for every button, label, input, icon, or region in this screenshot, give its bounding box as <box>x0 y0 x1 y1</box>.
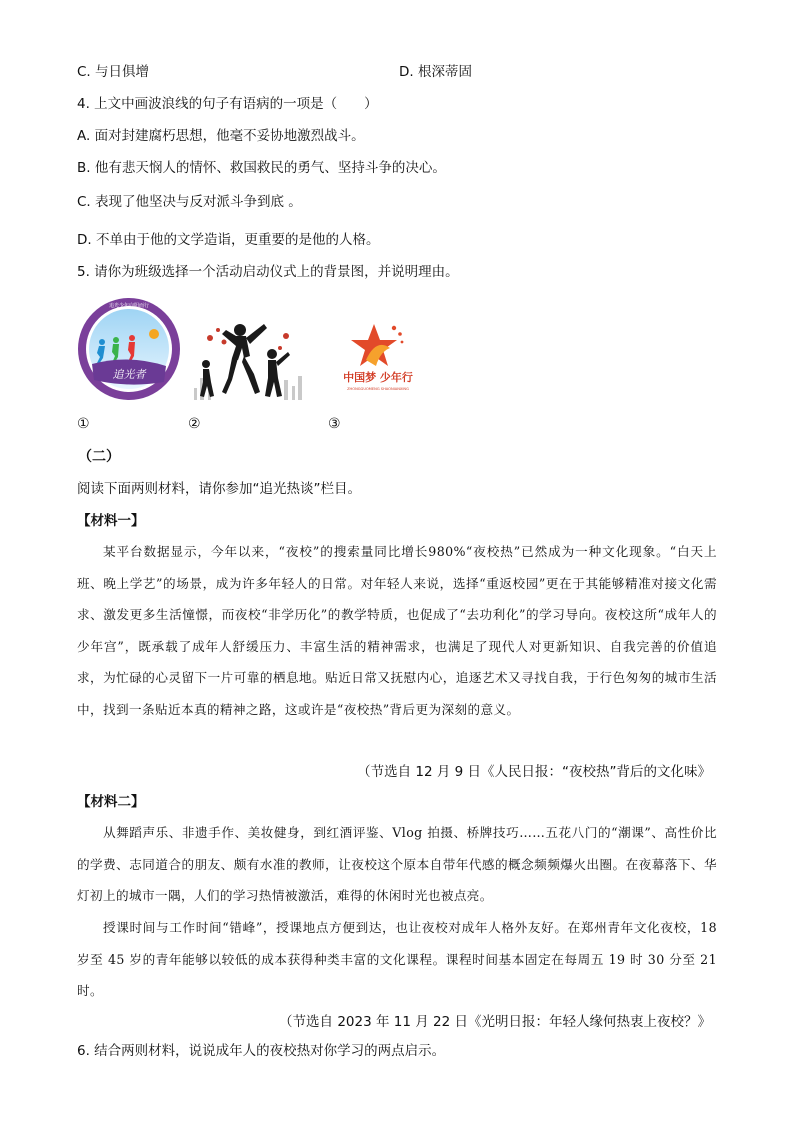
logo1-title: 追光者 <box>112 368 146 381</box>
q6-stem: 6. 结合两则材料，说说成年人的夜校热对你学习的两点启示。 <box>77 1043 446 1059</box>
background-image-1 <box>76 296 182 402</box>
background-image-2 <box>188 318 310 400</box>
q4-option-d: D. 不单由于他的文学造诣，更重要的是他的人格。 <box>77 232 380 248</box>
logo1-ring-text: 追光少年向阳而行 <box>108 303 150 309</box>
image-label-1: ① <box>77 416 90 432</box>
material1-source: （节选自 12 月 9 日《人民日报：“夜校热”背后的文化味》 <box>357 764 711 780</box>
q5-stem: 5. 请你为班级选择一个活动启动仪式上的背景图，并说明理由。 <box>77 264 459 280</box>
material1-text: 某平台数据显示，今年以来，“夜校”的搜索量同比增长980%“夜校热”已然成为一种文化现象。“白天上班、晚上学艺”的场景，成为许多年轻人的日常。对年轻人来说，选择“重返校园”更在于其能够精准对接文化需求、激发更多生活憧憬，而夜校“非学历化”的教学特质，也促成了“去功利化”的学习导向。夜校这所“成年人的少年宫”，既承载了成年人舒缓压力、丰富生活的精神需求，也满足了现代人对更新知识、自我完善的价值追求，为忙碌的心灵留下一片可靠的栖息地。贴近日常又抚慰内心，追逐艺术又寻找自我，于行色匆匆的城市生活中，找到一条贴近本真的精神之路，这或许是“夜校热”背后更为深刻的意义。 <box>77 544 717 717</box>
q3-option-c: C. 与日俱增 <box>77 64 150 80</box>
q4-option-a: A. 面对封建腐朽思想，他毫不妥协地激烈战斗。 <box>77 128 365 144</box>
q4-option-b: B. 他有悲天悯人的情怀、救国救民的勇气、坚持斗争的决心。 <box>77 160 446 176</box>
logo3-title: 中国梦 少年行 <box>343 371 413 384</box>
q4-stem: 4. 上文中画波浪线的句子有语病的一项是（ ） <box>77 96 378 112</box>
section-title: （二） <box>78 449 120 465</box>
q4-option-c: C. 表现了他坚决与反对派斗争到底 。 <box>77 194 302 210</box>
logo3-subtitle: ZHONGGUOMENG SHAONIANXING <box>347 387 409 391</box>
section-intro: 阅读下面两则材料，请你参加“追光热谈”栏目。 <box>77 481 361 497</box>
q3-option-d: D. 根深蒂固 <box>399 64 472 80</box>
image-label-2: ② <box>188 416 201 432</box>
material2-paragraph-2: 授课时间与工作时间“错峰”，授课地点方便到达，也让夜校对成年人格外友好。在郑州青年文化夜校，18 岁至 45 岁的青年能够以较低的成本获得种类丰富的文化课程。课程时间基本固定在每周五 19 时 30 分至 21 时。 <box>77 920 717 998</box>
material2-source: （节选自 2023 年 11 月 22 日《光明日报：年轻人缘何热衷上夜校？》 <box>279 1014 711 1030</box>
material2-paragraph-1: 从舞蹈声乐、非遗手作、美妆健身，到红酒评鉴、Vlog 拍摄、桥牌技巧……五花八门的“潮课”、高性价比的学费、志同道合的朋友、颇有水准的教师，让夜校这个原本自带年代感的概念频频爆火出圈。在夜幕落下、华灯初上的城市一隅，人们的学习热情被激活，难得的休闲时光也被点亮。 <box>77 825 717 903</box>
material1-label: 【材料一】 <box>77 513 145 529</box>
image-label-3: ③ <box>328 416 341 432</box>
material2-label: 【材料二】 <box>77 794 145 810</box>
background-image-3 <box>330 318 430 400</box>
